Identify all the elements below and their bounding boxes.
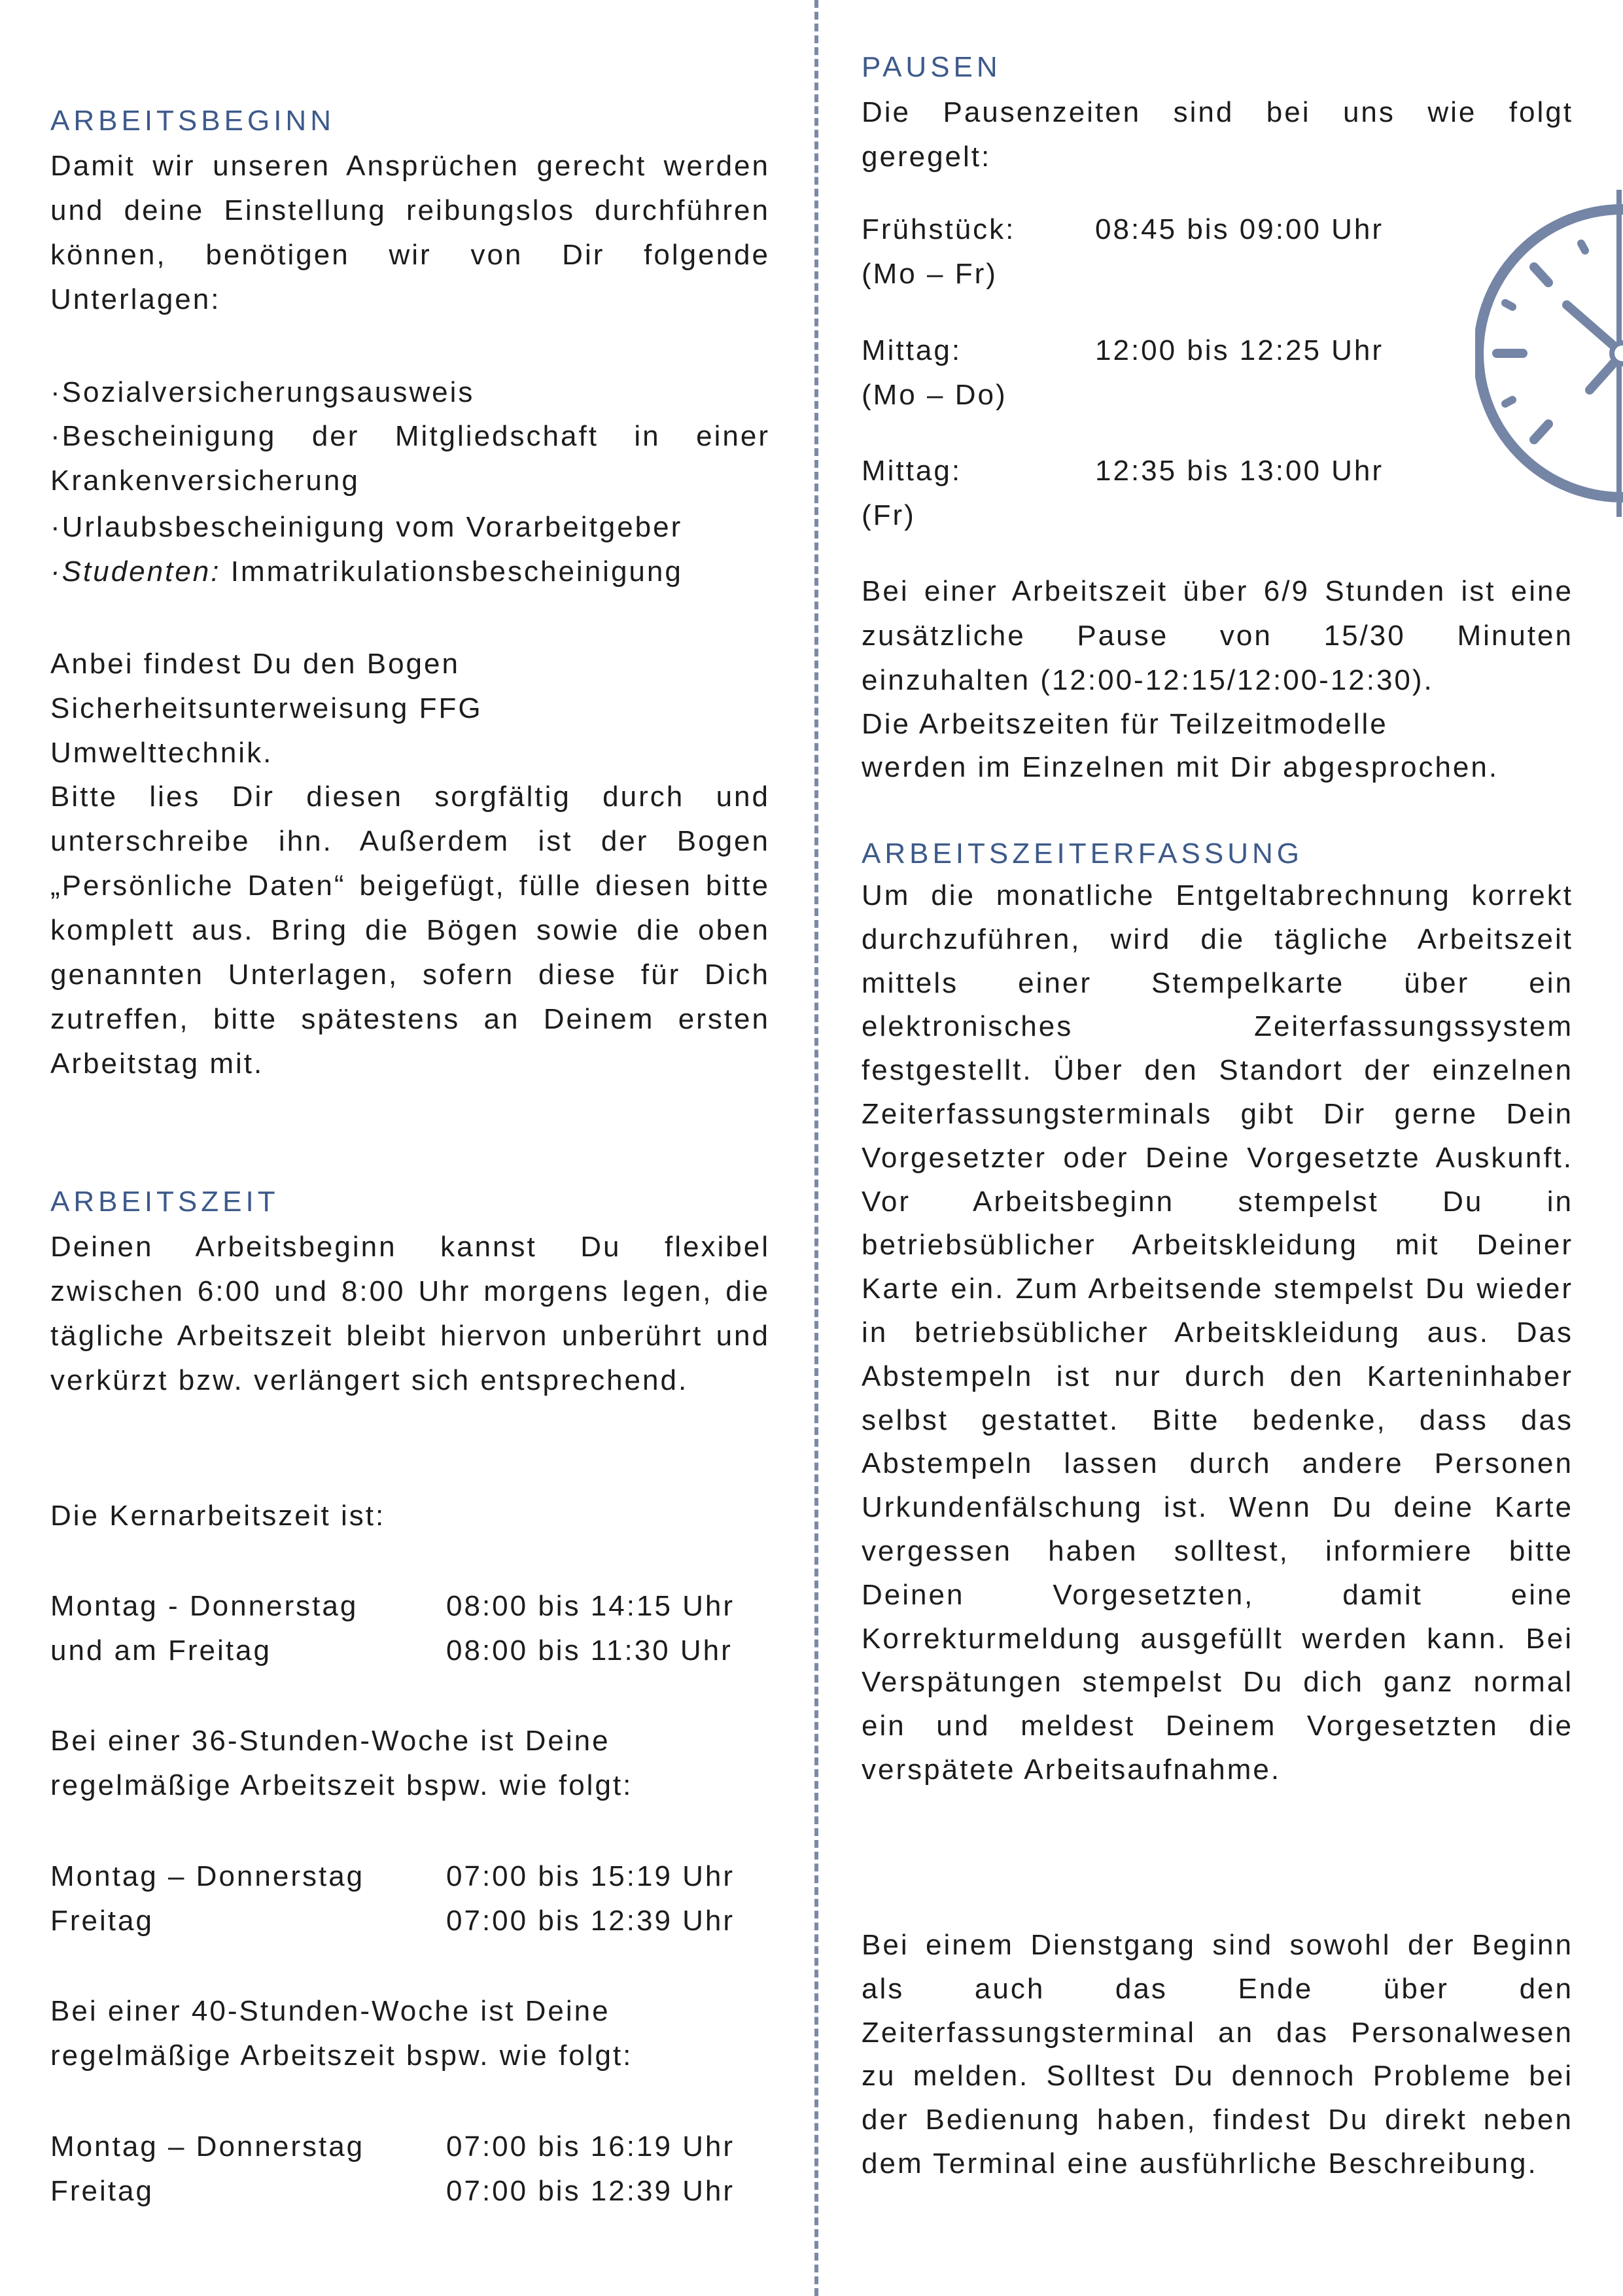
core-time-label: Die Kernarbeitszeit ist: bbox=[50, 1500, 386, 1532]
week36-line: Bei einer 36-Stunden-Woche ist Deine bbox=[50, 1725, 610, 1757]
form-line: Sicherheitsunterweisung FFG bbox=[50, 692, 483, 724]
week36-line: regelmäßige Arbeitszeit bspw. wie folgt: bbox=[50, 1769, 633, 1801]
column-divider bbox=[814, 0, 818, 2296]
week40-day: Freitag bbox=[50, 2175, 154, 2207]
part-time-line: Die Arbeitszeiten für Teilzeitmodelle bbox=[862, 708, 1388, 740]
week36-day: Montag – Donnerstag bbox=[50, 1860, 365, 1892]
week36-day: Freitag bbox=[50, 1905, 154, 1937]
document-item: ·Bescheinigung der Mitgliedschaft in einer Krankenversicherung bbox=[50, 420, 770, 497]
pausen-extra: Bei einer Arbeitszeit über 6/9 Stunden ist eine zusätzliche Pause von 15/30 Minuten einzuhalten (12:00-12:15/12:00-12:30). bbox=[862, 575, 1573, 696]
arbeitszeit-intro: Deinen Arbeitsbeginn kannst Du flexibel zwischen 6:00 und 8:00 Uhr morgens legen, die tägliche Arbeitszeit bleibt hiervon unberührt und verkürzt bzw. verlängert sich entsprechend. bbox=[50, 1231, 770, 1396]
part-time-line: werden im Einzelnen mit Dir abgesprochen. bbox=[862, 751, 1499, 783]
zeiterfassung-body: Um die monatliche Entgeltabrechnung korrekt durchzuführen, wird die tägliche Arbeitszeit mittels einer Stempelkarte über ein elektronisches Zeiterfassungssystem festgestellt. Über den Standort der einzelnen Zeiterfassungsterminals gibt Dir gerne Dein Vorgesetzter oder Deine Vorgesetzte Auskunft. Vor Arbeitsbeginn stempelst Du in betriebsüblicher Arbeitskleidung mit Deiner Karte ein. Zum Arbeitsende stempelst Du wieder in betriebsüblicher Arbeitskleidung aus. Das Abstempeln ist nur durch den Karteninhaber selbst gestattet. Bitte bedenke, dass das Abstempeln lassen durch andere Personen Urkundenfälschung ist. Wenn Du deine Karte vergessen haben solltest, informiere bitte Deinen Vorgesetzten, damit eine Korrekturmeldung ausgefüllt werden kann. Bei Verspätungen stempelst Du dich ganz normal ein und meldest Deinem Vorgesetzten die verspätete Arbeitsaufnahme. bbox=[862, 879, 1573, 1786]
clock-icon bbox=[1475, 190, 1623, 517]
heading-arbeitszeiterfassung: ARBEITSZEITERFASSUNG bbox=[862, 838, 1303, 870]
week40-time: 07:00 bis 16:19 Uhr bbox=[446, 2130, 735, 2163]
break-time: 12:35 bis 13:00 Uhr bbox=[1095, 455, 1384, 487]
heading-arbeitsbeginn: ARBEITSBEGINN bbox=[50, 105, 335, 137]
dienstgang-text: Bei einem Dienstgang sind sowohl der Beginn als auch das Ende über den Zeiterfassungsterminal an das Personalwesen zu melden. Solltest Du dennoch Probleme bei der Bedienung haben, findest Du direkt neben dem Terminal eine ausführliche Beschreibung. bbox=[862, 1929, 1573, 2180]
core-time: 08:00 bis 14:15 Uhr bbox=[446, 1590, 735, 1622]
student-label: ·Studenten: bbox=[50, 556, 221, 588]
week40-line: Bei einer 40-Stunden-Woche ist Deine bbox=[50, 1995, 610, 2027]
document-item-student bbox=[50, 556, 683, 588]
break-days: (Mo – Do) bbox=[862, 379, 1007, 411]
student-document: Immatrikulationsbescheinigung bbox=[220, 556, 683, 588]
document-item: ·Urlaubsbescheinigung vom Vorarbeitgeber bbox=[50, 511, 683, 543]
week40-day: Montag – Donnerstag bbox=[50, 2130, 365, 2163]
week40-line: regelmäßige Arbeitszeit bspw. wie folgt: bbox=[50, 2040, 633, 2072]
week36-time: 07:00 bis 12:39 Uhr bbox=[446, 1905, 735, 1937]
break-label: Frühstück: bbox=[862, 213, 1016, 245]
core-day: und am Freitag bbox=[50, 1634, 271, 1667]
form-line: Anbei findest Du den Bogen bbox=[50, 648, 460, 680]
heading-pausen: PAUSEN bbox=[862, 51, 1002, 83]
heading-arbeitszeit: ARBEITSZEIT bbox=[50, 1186, 279, 1218]
core-time: 08:00 bis 11:30 Uhr bbox=[446, 1634, 733, 1667]
arbeitsbeginn-instructions: Bitte lies Dir diesen sorgfältig durch und unterschreibe ihn. Außerdem ist der Bogen „Persönliche Daten“ beigefügt, fülle diesen bitte komplett aus. Bring die Bögen sowie die oben genannten Unterlagen, sofern diese für Dich zutreffen, bitte spätestens an Deinem ersten Arbeitstag mit. bbox=[50, 781, 770, 1080]
break-time: 08:45 bis 09:00 Uhr bbox=[1095, 213, 1384, 245]
core-day: Montag - Donnerstag bbox=[50, 1590, 358, 1622]
document-item: ·Sozialversicherungsausweis bbox=[50, 376, 475, 408]
break-days: (Fr) bbox=[862, 499, 916, 531]
break-label: Mittag: bbox=[862, 455, 962, 487]
pausen-intro: Die Pausenzeiten sind bei uns wie folgt geregelt: bbox=[862, 96, 1573, 173]
break-days: (Mo – Fr) bbox=[862, 258, 998, 290]
arbeitsbeginn-intro: Damit wir unseren Ansprüchen gerecht werden und deine Einstellung reibungslos durchführen können, benötigen wir von Dir folgende Unterlagen: bbox=[50, 150, 770, 315]
form-line: Umwelttechnik. bbox=[50, 737, 273, 769]
week40-time: 07:00 bis 12:39 Uhr bbox=[446, 2175, 735, 2207]
break-time: 12:00 bis 12:25 Uhr bbox=[1095, 334, 1384, 366]
week36-time: 07:00 bis 15:19 Uhr bbox=[446, 1860, 735, 1892]
break-label: Mittag: bbox=[862, 334, 962, 366]
